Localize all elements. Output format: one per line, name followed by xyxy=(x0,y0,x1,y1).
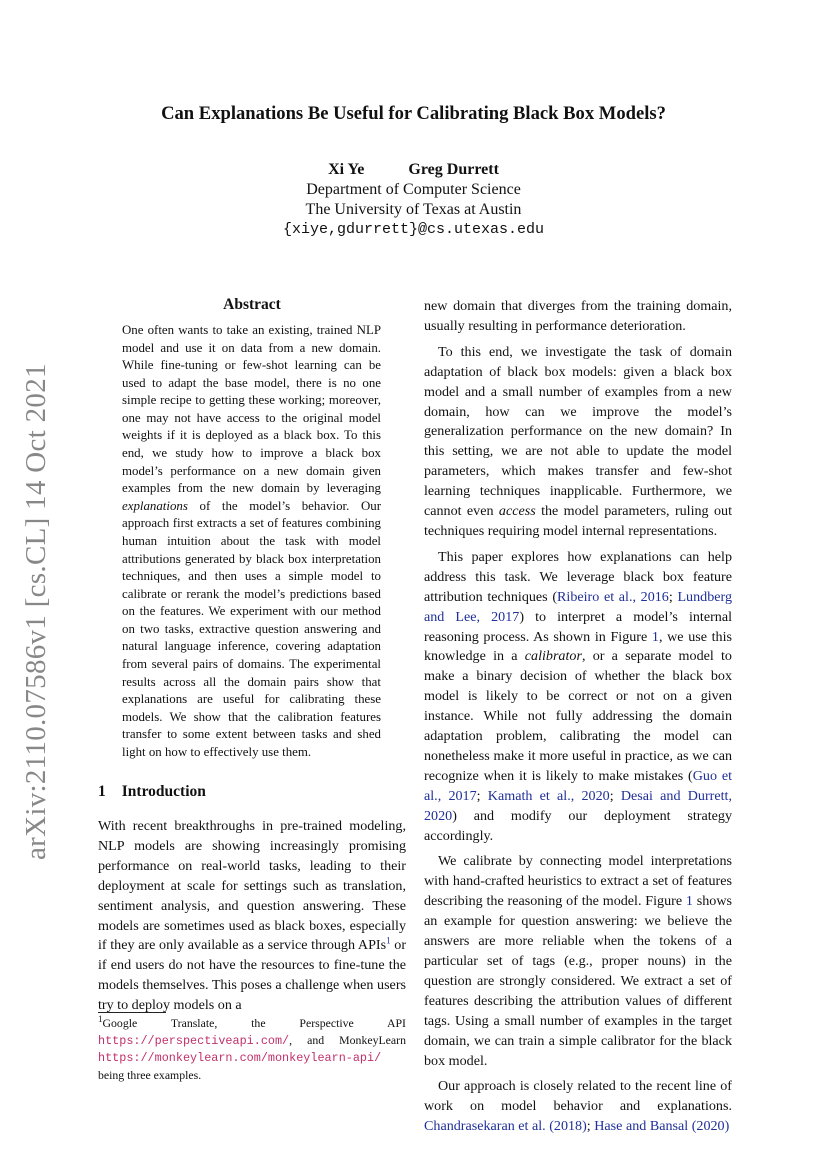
affiliation-university: The University of Texas at Austin xyxy=(305,201,522,218)
footnote-rule xyxy=(98,1012,166,1013)
affiliation-department: Department of Computer Science xyxy=(306,181,521,198)
footnote-url-link[interactable]: https://perspectiveapi.com/ xyxy=(98,1033,290,1048)
figure-link[interactable]: 1 xyxy=(685,893,693,910)
citation-link[interactable]: Ribeiro et al., 2016 xyxy=(557,588,669,605)
citation-link[interactable]: Guo et al., 2017 xyxy=(424,767,733,804)
author-names xyxy=(0,160,827,180)
citation-link[interactable]: Desai and Durrett, 2020 xyxy=(424,787,732,824)
footnote: $^1$Google Translate, the Perspective API https://perspectiveapi.com/, and MonkeyLearn https://monkeylearn.com/monkeylearn-api/ being three examples. xyxy=(98,1014,406,1082)
citation-link[interactable]: Chandrasekaran et al. (2018) xyxy=(424,1118,587,1135)
right-column xyxy=(424,297,732,1137)
abstract-heading: Abstract xyxy=(223,296,281,313)
author-block xyxy=(0,160,827,240)
footnote-ref[interactable]: 1 xyxy=(386,935,391,946)
footnote-url-link[interactable]: https://monkeylearn.com/monkeylearn-api/ xyxy=(98,1051,382,1065)
author-email: {xiye,gdurrett}@cs.utexas.edu xyxy=(282,221,545,238)
author-name: Xi Ye xyxy=(328,161,365,178)
citation-link[interactable]: Hase and Bansal (2020) xyxy=(594,1118,730,1135)
abstract-body: One often wants to take an existing, trained NLP model and use it on data from a new domain. While fine-tuning or few-shot learning can be used to adapt the base model, there is no one simple recipe to getting these working; moreover, one may not have access to the original model weights if it is deployed as a black box. To this end, we study how to improve a black box model’s performance on a new domain given examples from the new domain by leveraging explanations of the model’s behavior. Our approach first extracts a set of features combining human intuition about the task with model attributions generated by black box interpretation techniques, and then uses a simple model to calibrate or rerank the model’s predictions based on the features. We experiment with our method on two tasks, extractive question answering and natural language inference, covering adaptation from several pairs of domains. The experimental results across all the domain pairs show that explanations are useful for calibrating these models. We show that the calibration features transfer to some extent between tasks and shed light on how to effectively use them. xyxy=(122,323,381,759)
paragraph: This paper explores how explanations can help address this task. We leverage black box feature attribution techniques (Ribeiro et al., 2016; Lundberg and Lee, 2017) to interpret a model’s internal reasoning process. As shown in Figure 1, we use this knowledge in a calibrator, or a separate model to make a binary decision of whether the black box model is likely to be correct or not on a given instance. While not fully addressing the domain adaptation problem, calibrating the model can nonetheless make it more useful in practice, as we can recognize when it is likely to make mistakes (Guo et al., 2017; Kamath et al., 2020; Desai and Durrett, 2020) and modify our deployment strategy accordingly. xyxy=(424,548,733,844)
citation-link[interactable]: Lundberg and Lee, 2017 xyxy=(424,588,732,625)
citation-link[interactable]: Kamath et al., 2020 xyxy=(487,787,610,804)
author-name: Greg Durrett xyxy=(408,161,499,178)
paragraph: We calibrate by connecting model interpretations with hand-crafted heuristics to extract a set of features describing the reasoning of the model. Figure 1 shows an example for question answering: we believe the answers are more reliable when the tokens of a particular set of tags (e.g., proper nouns) in the question are strongly considered. We extract a set of features describing the attribution values of different tags. Using a small number of examples in the target domain, we can train a simple calibrator for the black box model. xyxy=(424,853,733,1069)
paragraph: To this end, we investigate the task of domain adaptation of black box models: given a black box model and a small number of examples from a new domain, how can we improve the model’s generalization performance on the new domain? In this setting, we are not able to update the model parameters, which makes transfer and few-shot learning techniques inapplicable. Furthermore, we cannot even access the model parameters, ruling out techniques requiring model internal representations. xyxy=(424,343,732,539)
paragraph: new domain that diverges from the training domain, usually resulting in performance deterioration. xyxy=(424,298,732,334)
arxiv-stamp: arXiv:2110.07586v1 [cs.CL] 14 Oct 2021 xyxy=(20,363,52,860)
paper-title: Can Explanations Be Useful for Calibrating Black Box Models? xyxy=(161,103,666,124)
figure-link[interactable]: 1 xyxy=(651,628,659,645)
section-heading-introduction: 1 Introduction xyxy=(98,783,206,800)
paragraph: Our approach is closely related to the recent line of work on model behavior and explanations. Chandrasekaran et al. (2018); Hase and Bansal (2020) xyxy=(424,1078,732,1135)
introduction-paragraph: With recent breakthroughs in pre-trained modeling, NLP models are showing increasingly promising performance on real-world tasks, leading to their deployment at scale for settings such as translation, sentiment analysis, and question answering. These models are sometimes used as black boxes, especially if they are only available as a service through APIs$^1$ or if end users do not have the resources to fine-tune the models themselves. This poses a challenge when users try to deploy models on a xyxy=(98,818,407,1014)
